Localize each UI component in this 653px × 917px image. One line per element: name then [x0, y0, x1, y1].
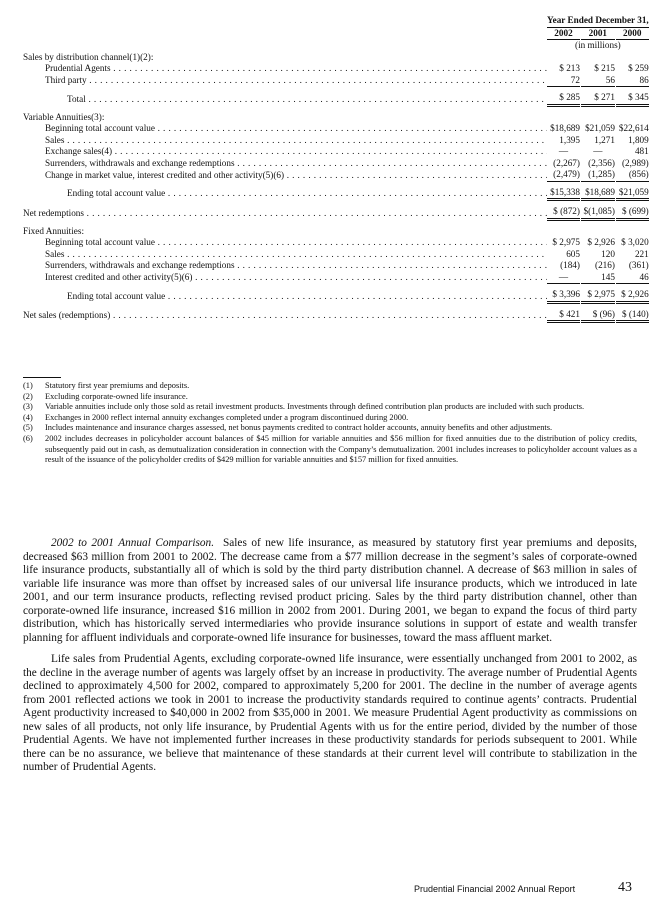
row-label: Beginning total account value . . .: [45, 237, 547, 249]
footnote: [23, 423, 637, 434]
cell: $ 2,975: [552, 237, 580, 247]
cell: 481: [634, 146, 649, 156]
footnote-text: Includes maintenance and insurance charges assessed, net bonus payments credited to contract holder accounts, annuity benefits and other adjustments.: [45, 423, 553, 433]
cell: —: [558, 146, 569, 156]
total-cell: $ 345: [616, 92, 649, 105]
net-cell: $ (140): [616, 309, 649, 322]
cell: $18,689: [550, 123, 580, 133]
footnote-number: (3): [23, 402, 33, 412]
total-label: Ending total account value . . .: [67, 188, 547, 200]
row-label: Exchange sales(4) . . .: [45, 146, 547, 158]
row-label: Third party . . .: [45, 75, 547, 87]
paragraph-lead: 2002 to 2001 Annual Comparison.: [51, 537, 215, 549]
total-cell: $15,338: [547, 187, 580, 200]
paragraph-annual-comparison: [23, 537, 637, 645]
cell: 46: [616, 272, 649, 284]
cell: $22,614: [618, 123, 649, 133]
total-cell: $ 3,396: [547, 289, 580, 302]
footnote-number: (6): [23, 433, 33, 443]
footnote-text: Statutory first year premiums and deposits.: [45, 381, 190, 390]
total-cell: $ 2,926: [616, 289, 649, 302]
cell: (361): [628, 260, 649, 270]
cell: $ 215: [594, 63, 615, 73]
total-cell: $ 285: [547, 92, 580, 105]
cell: 86: [616, 75, 649, 87]
total-cell: $21,059: [616, 187, 649, 200]
net-cell: $ (699): [616, 206, 649, 219]
cell: (856): [616, 169, 649, 181]
year-header-2000: 2000: [616, 27, 649, 40]
cell: (2,989): [621, 157, 649, 168]
row-label: Sales . . .: [45, 249, 547, 261]
cell: $ 3,020: [621, 237, 649, 247]
row-label: Interest credited and other activity(5)(6) . . .: [45, 272, 547, 284]
cell: 1,271: [594, 134, 615, 145]
footnote-number: (2): [23, 391, 33, 401]
paragraph-text: Sales of new life insurance, as measured by statutory first year premiums and deposits, decreased $63 million from 2001 to 2002. The decrease came from a $77 million decrease in the segment’s sales of corporate-owned life insurance products, substantially all of which is sold by the third party distribution channel. A decrease of $63 million in sales of variable life insurance was more than offset by increased sales of our universal life insurance products, which we introduced in late 2001, and our term insurance products, reflecting revised product pricing. Sales by the third party distribution channel, other than corporate-owned life insurance, increased $16 million in 2002 from 2001. During 2001, we began to expand the focus of third party distribution, which has historically served intermediaries who provide insurance solutions in support of estate and wealth transfer planning for affluent individuals and corporate-owned life insurance for businesses, toward the mass affluent market.: [23, 537, 637, 644]
footnote-text: 2002 includes decreases in policyholder account balances of $45 million for variable annuities and $56 million for fixed annuities due to the distribution of policy credits, subsequently paid out in cash, as demutualization consideration in connection with the Company’s demutualization. 2001 includes increases to policyholder account values as a result of the issuance of the policyholder credits of $429 million for variable annuities and $157 million for fixed annuities.: [45, 433, 637, 465]
net-cell: $ (872): [547, 206, 580, 219]
report-footer: Prudential Financial 2002 Annual Report: [414, 884, 576, 894]
net-label: Net sales (redemptions) . . .: [23, 310, 547, 322]
annuity-sales-table: [23, 15, 649, 323]
net-cell: $ 421: [547, 309, 580, 322]
row-label: Surrenders, withdrawals and exchange redemptions . . .: [45, 260, 547, 272]
footnote-number: (4): [23, 412, 33, 422]
net-cell: $(1,085): [581, 206, 615, 219]
footnote-text: Exchanges in 2000 reflect internal annuity exchanges completed under a program discontinued during 2000.: [45, 412, 409, 422]
cell: (1,285): [581, 169, 615, 181]
footnote: [23, 413, 637, 424]
cell: $ 259: [628, 63, 649, 73]
row-label: Prudential Agents . . .: [45, 63, 547, 75]
page-number: 43: [618, 880, 632, 895]
footnotes: [23, 381, 637, 466]
footnote: [23, 434, 637, 466]
cell: 221: [634, 248, 649, 259]
period-header: Year Ended December 31,: [547, 15, 649, 25]
row-label: Sales . . .: [45, 135, 547, 147]
cell: 120: [601, 248, 615, 259]
body-text: [23, 537, 637, 783]
cell: 1,395: [559, 134, 580, 145]
cell: 72: [547, 75, 580, 87]
cell: 56: [581, 75, 615, 87]
cell: (184): [560, 260, 580, 270]
paragraph-prudential-agents: Life sales from Prudential Agents, excluding corporate-owned life insurance, were essentially unchanged from 2001 to 2002, as the decline in the average number of agents was largely offset by an increase in productivity. The average number of Prudential Agents declined to approximately 4,500 for 2002, compared to approximately 5,200 for 2001. The decline in the number of average agents from 2001 reflected actions we took in 2001 to increase the productivity standards required to continue agents’ contracts. Prudential Agent productivity increased to $40,000 in 2002 from $35,000 in 2001. We measure Prudential Agent productivity as commissions on new sales of all products, not only life insurance, by Prudential Agents with us for the entire period, divided by the number of those Prudential Agents. We have not implemented further increases in these productivity standards for periods subsequent to 2001. While there can be no assurance, we believe that maintenance of these standards at their current level will contribute to stabilization in the number of Prudential Agents.: [23, 653, 637, 773]
footnote-rule: [23, 377, 61, 378]
cell: —: [593, 146, 603, 156]
net-label: Net redemptions . . .: [23, 208, 547, 220]
footnote-text: Variable annuities include only those sold as retail investment products. Investments through defined contribution plan products are included with such products.: [45, 402, 585, 412]
cell: 1,809: [628, 134, 649, 145]
cell: —: [547, 272, 580, 284]
cell: (2,479): [547, 169, 580, 181]
cell: $21,059: [585, 123, 615, 133]
section-title: Variable Annuities(3):: [23, 111, 105, 122]
units-label: (in millions): [575, 40, 621, 50]
footnote: [23, 392, 637, 403]
footnote: [23, 381, 637, 392]
cell: (216): [595, 260, 615, 270]
section-title: Sales by distribution channel(1)(2):: [23, 51, 154, 62]
total-cell: $ 2,975: [581, 289, 615, 302]
total-label: Total . . .: [67, 94, 547, 106]
row-label: Surrenders, withdrawals and exchange redemptions . . .: [45, 158, 547, 170]
row-label: Beginning total account value . . .: [45, 123, 547, 135]
cell: $ 2,926: [587, 237, 615, 247]
section-title: Fixed Annuities:: [23, 225, 84, 236]
total-label: Ending total account value . . .: [67, 291, 547, 303]
year-header-2002: 2002: [547, 27, 580, 40]
cell: 145: [581, 272, 615, 284]
footnote-text: Excluding corporate-owned life insurance.: [45, 391, 188, 401]
total-cell: $ 271: [581, 92, 615, 105]
year-header-2001: 2001: [581, 27, 615, 40]
row-label: Change in market value, interest credited and other activity(5)(6) . . .: [45, 170, 547, 182]
footnote: [23, 402, 637, 413]
cell: (2,356): [588, 157, 615, 168]
net-cell: $ (96): [581, 309, 615, 322]
cell: (2,267): [553, 157, 580, 168]
cell: 605: [566, 248, 580, 259]
footnote-number: (1): [23, 381, 33, 390]
footnote-number: (5): [23, 423, 33, 433]
cell: $ 213: [559, 63, 580, 73]
total-cell: $18,689: [581, 187, 615, 200]
